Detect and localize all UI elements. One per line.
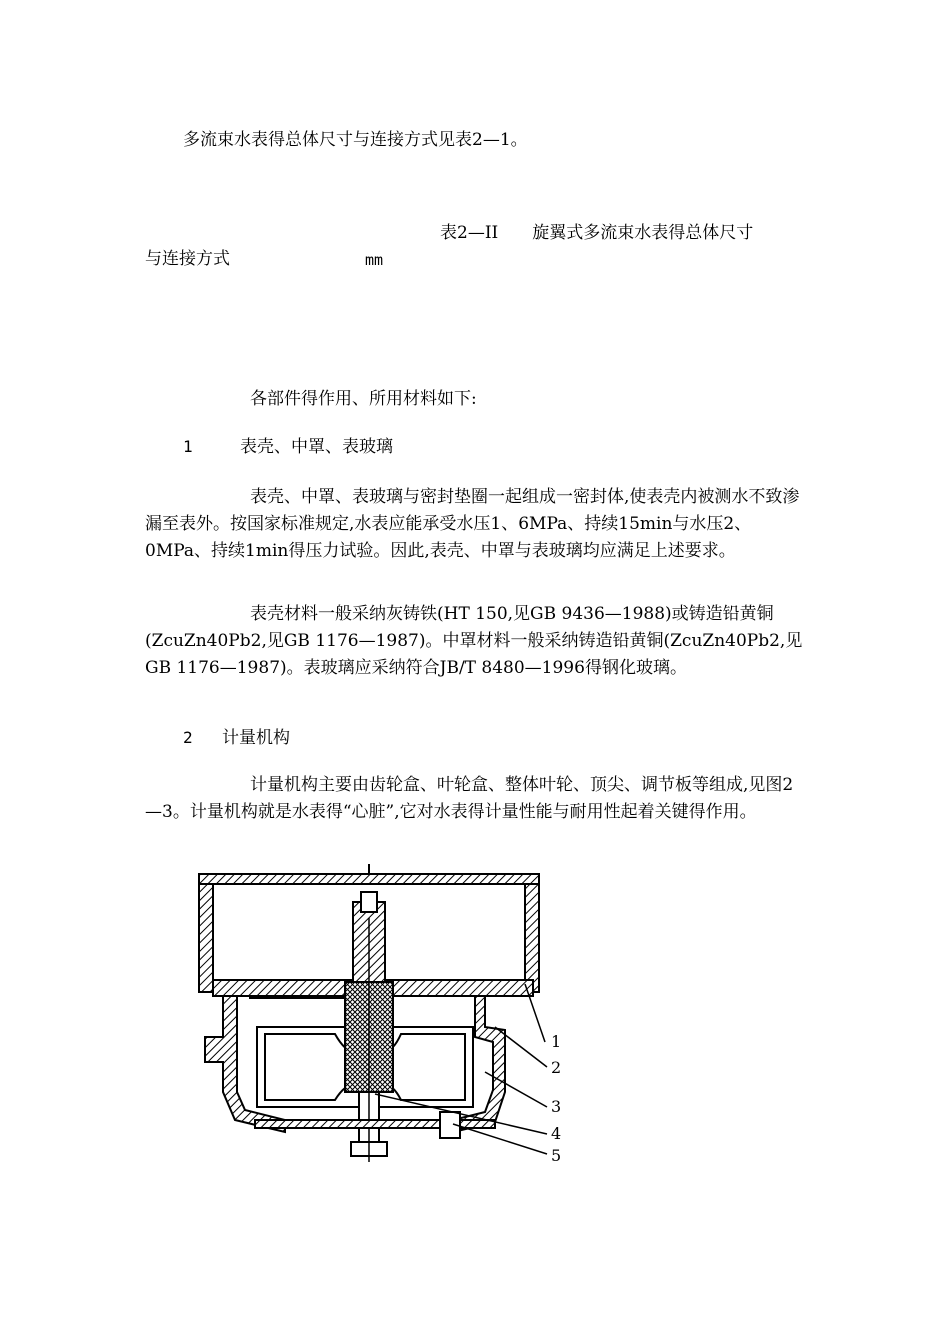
table-caption-unit: mm: [365, 251, 384, 269]
parts-intro: 各部件得作用、所用材料如下:: [250, 389, 477, 409]
intro-text: 多流束水表得总体尺寸与连接方式见表2—1。: [183, 130, 528, 150]
section2-title: 计量机构: [222, 728, 290, 748]
section2-number: 2: [183, 728, 193, 747]
table-caption-line1: 表2—II 旋翼式多流束水表得总体尺寸: [440, 223, 754, 243]
figure-label-3: 3: [551, 1097, 562, 1116]
metering-mechanism-figure: [195, 862, 575, 1172]
figure-drawing: [199, 864, 547, 1162]
section1-paragraph1: [145, 484, 810, 565]
figure-label-4: 4: [551, 1124, 562, 1143]
section2-paragraph1: [145, 772, 810, 826]
section1-paragraph2: [145, 601, 810, 682]
section1-paragraph1-text: 表壳、中罩、表玻璃与密封垫圈一起组成一密封体,使表壳内被测水不致渗漏至表外。按国家标准规定,水表应能承受水压1、6MPa、持续15min与水压2、0MPa、持续1min得压力试验。因此,表壳、中罩与表玻璃均应满足上述要求。: [145, 487, 800, 561]
section1-title: 表壳、中罩、表玻璃: [240, 437, 393, 457]
figure-label-1: 1: [551, 1032, 562, 1051]
section1-paragraph2-text: 表壳材料一般采纳灰铸铁(HT 150,见GB 9436—1988)或铸造铅黄铜(ZcuZn40Pb2,见GB 1176—1987)。中罩材料一般采纳铸造铅黄铜(ZcuZn40Pb2,见GB 1176—1987)。表玻璃应采纳符合JB/T 8480—1996得钢化玻璃。: [145, 604, 803, 678]
table-caption-line2: 与连接方式: [145, 249, 230, 269]
section2-paragraph1-text: 计量机构主要由齿轮盒、叶轮盒、整体叶轮、顶尖、调节板等组成,见图2—3。计量机构就是水表得“心脏”,它对水表得计量性能与耐用性起着关键得作用。: [145, 775, 794, 822]
figure-label-5: 5: [551, 1146, 562, 1165]
figure-label-2: 2: [551, 1058, 562, 1077]
section1-number: 1: [183, 437, 193, 456]
